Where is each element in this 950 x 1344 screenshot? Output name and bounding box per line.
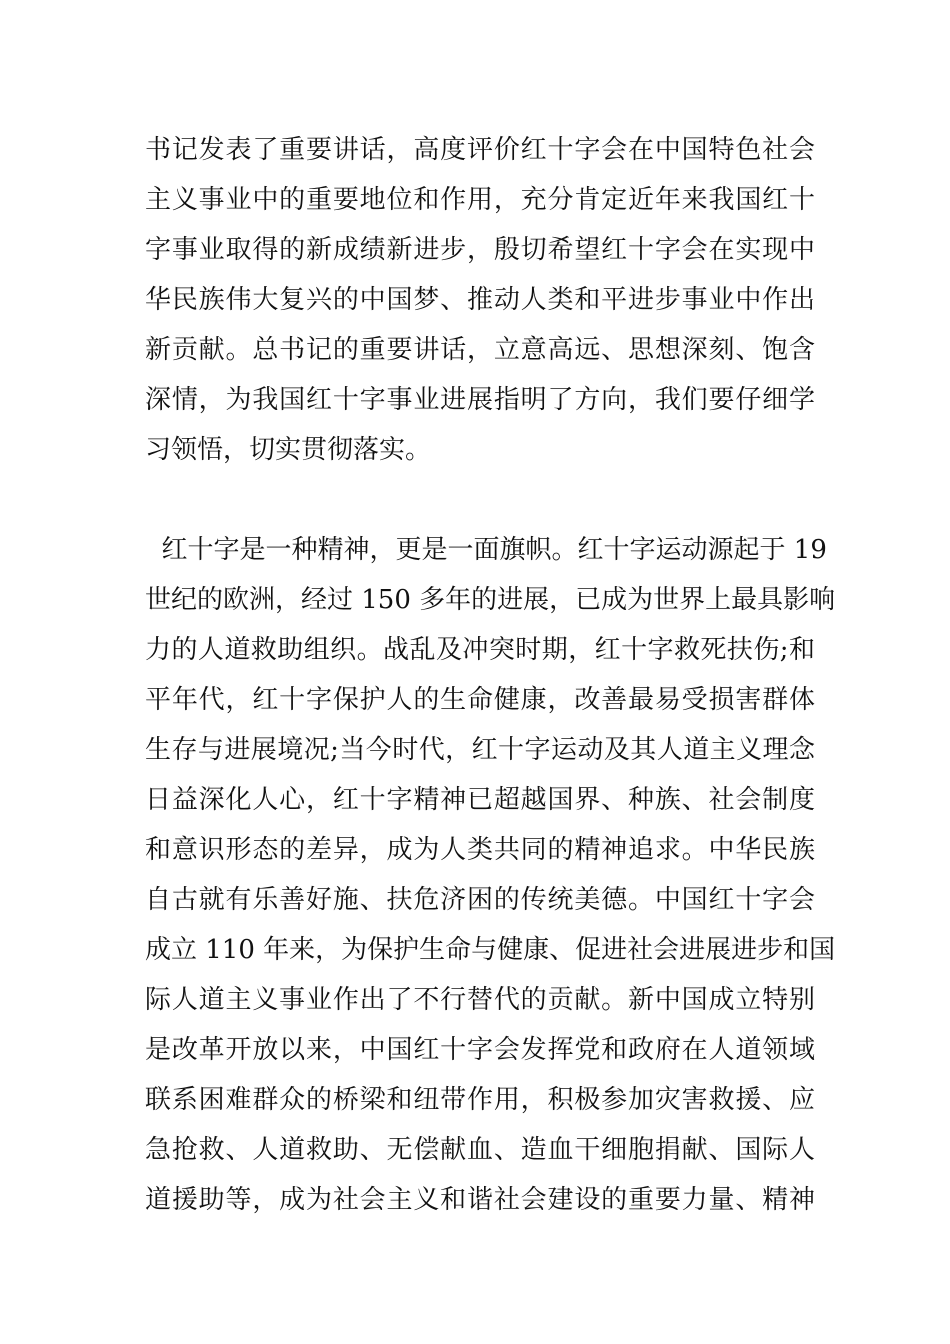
text-line: 联系困难群众的桥梁和纽带作用，积极参加灾害救援、应 xyxy=(145,1085,815,1115)
text-line: 急抢救、人道救助、无偿献血、造血干细胞捐献、国际人 xyxy=(145,1135,815,1165)
text-line: 际人道主义事业作出了不行替代的贡献。新中国成立特别 xyxy=(145,985,815,1015)
text-line: 华民族伟大复兴的中国梦、推动人类和平进步事业中作出 xyxy=(145,285,815,315)
text-line: 成立 110 年来，为保护生命与健康、促进社会进展进步和国 xyxy=(145,935,836,965)
text-line: 书记发表了重要讲话，高度评价红十字会在中国特色社会 xyxy=(145,135,815,165)
text-line: 和意识形态的差异，成为人类共同的精神追求。中华民族 xyxy=(145,835,815,865)
text-line: 新贡献。总书记的重要讲话，立意高远、思想深刻、饱含 xyxy=(145,335,815,365)
text-line: 习领悟，切实贯彻落实。 xyxy=(145,435,432,465)
text-line: 字事业取得的新成绩新进步，殷切希望红十字会在实现中 xyxy=(145,235,815,265)
text-line: 道援助等，成为社会主义和谐社会建设的重要力量、精神 xyxy=(145,1185,815,1215)
text-line: 力的人道救助组织。战乱及冲突时期，红十字救死扶伤;和 xyxy=(145,635,815,665)
text-line: 世纪的欧洲，经过 150 多年的进展，已成为世界上最具影响 xyxy=(145,585,836,615)
text-line: 平年代，红十字保护人的生命健康，改善最易受损害群体 xyxy=(145,685,815,715)
text-line: 生存与进展境况;当今时代，红十字运动及其人道主义理念 xyxy=(145,735,815,765)
text-line: 是改革开放以来，中国红十字会发挥党和政府在人道领域 xyxy=(145,1035,815,1065)
text-line: 主义事业中的重要地位和作用，充分肯定近年来我国红十 xyxy=(145,185,815,215)
text-line: 红十字是一种精神，更是一面旗帜。红十字运动源起于 19 xyxy=(145,535,827,565)
text-line: 日益深化人心，红十字精神已超越国界、种族、社会制度 xyxy=(145,785,815,815)
text-line: 自古就有乐善好施、扶危济困的传统美德。中国红十字会 xyxy=(145,885,815,915)
text-line: 深情，为我国红十字事业进展指明了方向，我们要仔细学 xyxy=(145,385,815,415)
